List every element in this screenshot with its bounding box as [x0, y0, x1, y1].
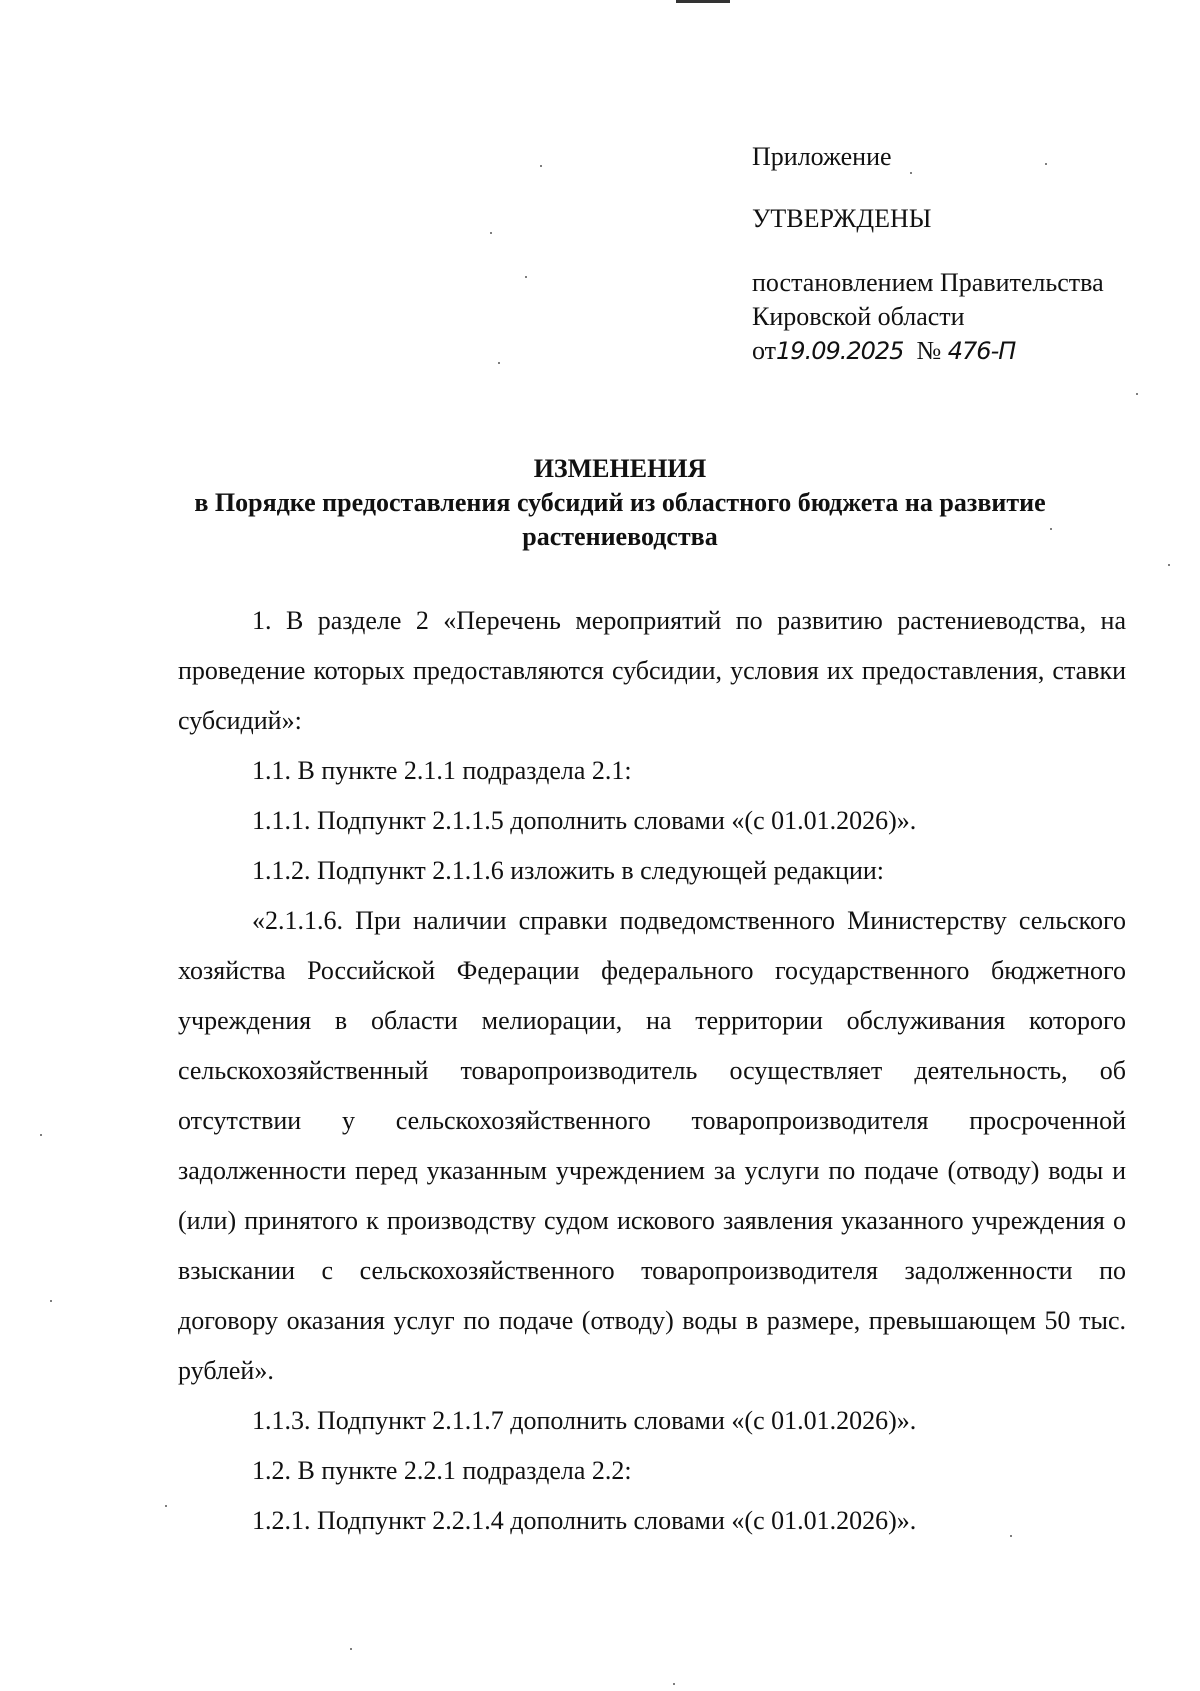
scan-mark — [676, 0, 730, 3]
handwritten-number: 476-П — [947, 337, 1016, 365]
scan-speck — [50, 1300, 52, 1302]
document-subtitle-line2: растениеводства — [522, 522, 718, 551]
paragraph-1-1: 1.1. В пункте 2.1.1 подраздела 2.1: — [252, 756, 632, 785]
document-title: ИЗМЕНЕНИЯ — [533, 454, 707, 483]
paragraph-1-1-2: 1.1.2. Подпункт 2.1.1.6 изложить в следующей редакции: — [252, 856, 885, 885]
scan-speck — [1136, 393, 1138, 395]
paragraph-1-2: 1.2. В пункте 2.2.1 подраздела 2.2: — [252, 1456, 632, 1485]
scan-speck — [673, 1683, 675, 1685]
scan-speck — [540, 165, 542, 167]
approval-block — [752, 140, 1172, 368]
scan-speck — [1045, 163, 1047, 165]
date-prefix: от — [752, 336, 777, 365]
paragraph-1: 1. В разделе 2 «Перечень мероприятий по развитию растениеводства, на проведение которых предоставляются субсидии, условия их предоставления, ставки субсидий»: — [178, 606, 1126, 735]
scan-speck — [498, 362, 500, 364]
scan-speck — [165, 1505, 167, 1507]
paragraph-1-1-1: 1.1.1. Подпункт 2.1.1.5 дополнить словами «(с 01.01.2026)». — [252, 806, 917, 835]
scan-speck — [490, 232, 492, 234]
approved-label: УТВЕРЖДЕНЫ — [752, 204, 932, 233]
paragraph-1-2-1: 1.2.1. Подпункт 2.2.1.4 дополнить словами «(с 01.01.2026)». — [252, 1506, 917, 1535]
approved-by-line2: Кировской области — [752, 302, 965, 331]
scan-speck — [1050, 528, 1052, 530]
scan-speck — [40, 1134, 42, 1136]
scan-speck — [910, 172, 912, 174]
scan-speck — [1010, 1535, 1012, 1537]
date-number-line — [752, 334, 1172, 368]
paragraph-1-1-3: 1.1.3. Подпункт 2.1.1.7 дополнить словами «(с 01.01.2026)». — [252, 1406, 917, 1435]
approved-by-line1: постановлением Правительства — [752, 268, 1104, 297]
paragraph-quoted-2-1-1-6: «2.1.1.6. При наличии справки подведомственного Министерству сельского хозяйства Российской Федерации федерального государственного бюджетного учреждения в области мелиорации, на территории обслуживания которого сельскохозяйственный товаропроизводитель осуществляет деятельность, об отсутствии у сельскохозяйственного товаропроизводителя просроченной задолженности перед указанным учреждением за услуги по подаче (отводу) воды и (или) принятого к производству судом искового заявления указанного учреждения о взыскании с сельскохозяйственного товаропроизводителя задолженности по договору оказания услуг по подаче (отводу) воды в размере, превышающем 50 тыс. рублей». — [178, 906, 1126, 1385]
number-prefix: № — [916, 336, 942, 365]
handwritten-date: 19.09.2025 — [776, 337, 904, 365]
scan-speck — [525, 276, 527, 278]
scan-speck — [350, 1648, 352, 1650]
document-subtitle-line1: в Порядке предоставления субсидий из областного бюджета на развитие — [194, 488, 1046, 517]
document-body — [178, 596, 1126, 1546]
scan-speck — [1168, 564, 1170, 566]
attachment-label: Приложение — [752, 142, 892, 171]
